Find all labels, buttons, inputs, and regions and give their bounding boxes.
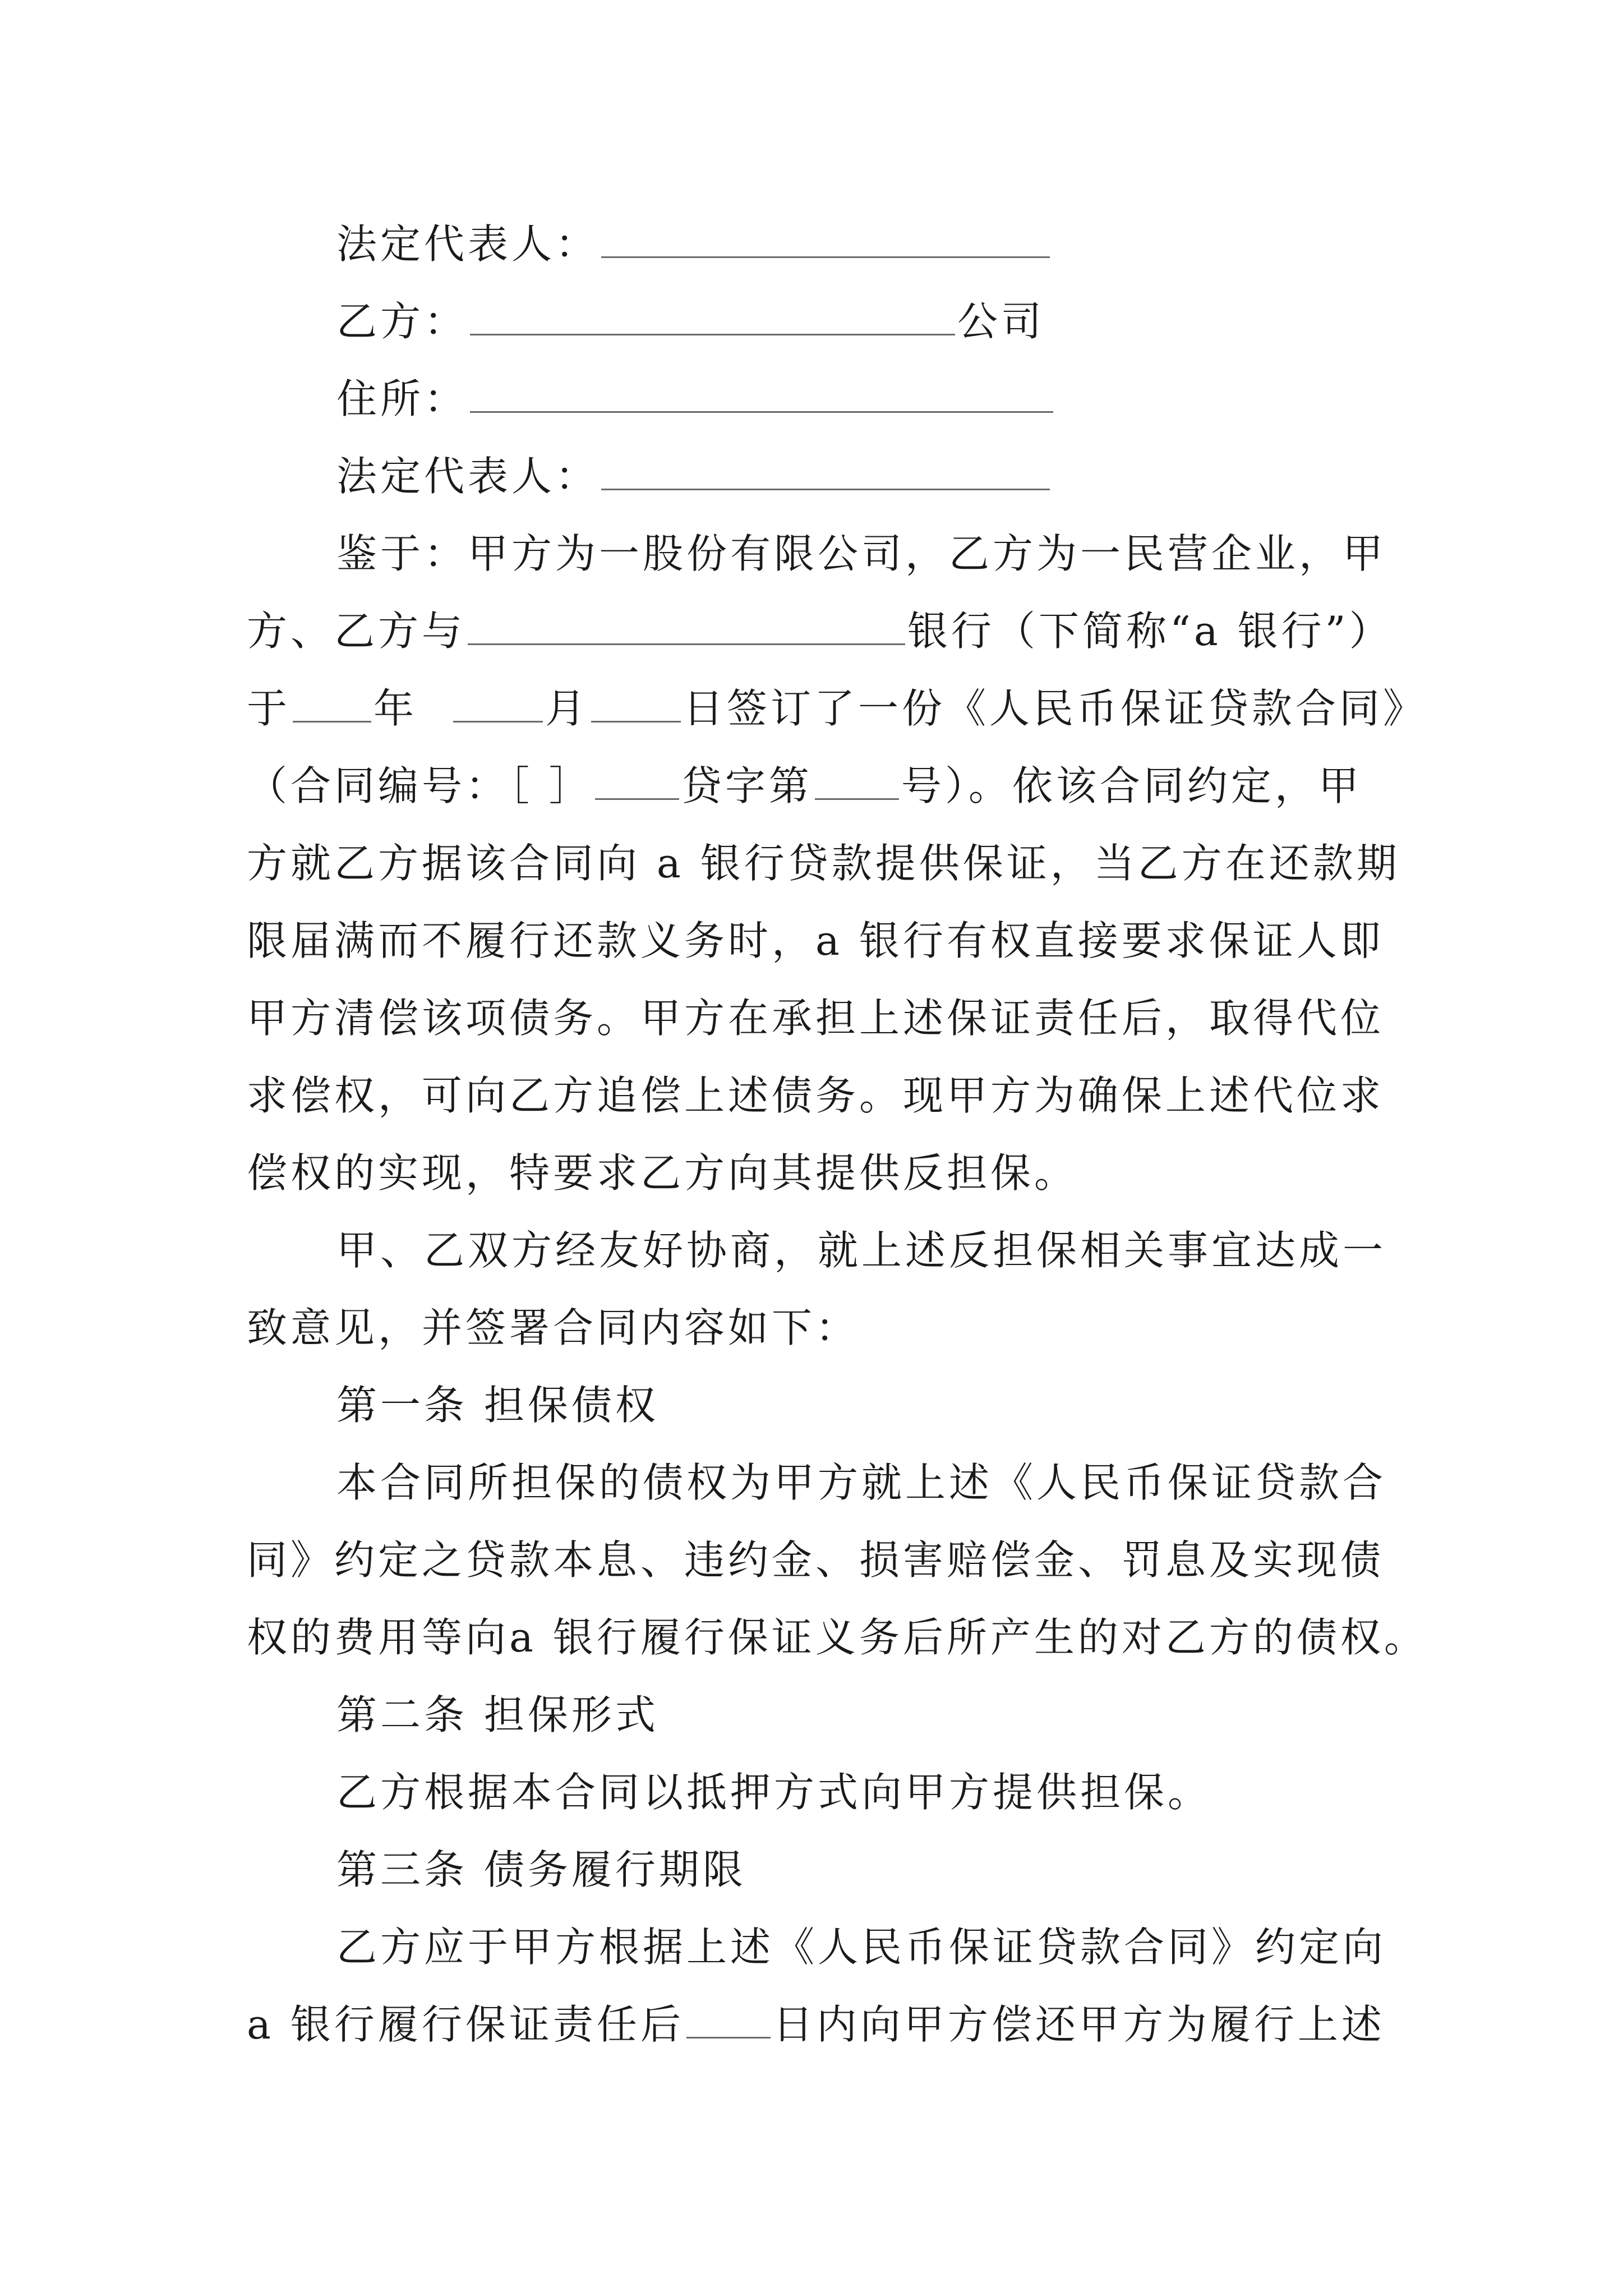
contract-no-blank-1 [595,765,679,800]
legal-rep-field-1 [336,213,1052,275]
day-blank [591,687,681,723]
recital-text: （合同编号：［ ］ [247,762,593,809]
recital-text: 于 [247,685,291,732]
recital-text: 年 [374,685,418,732]
article-3-title: 第三条 债务履行期限 [336,1846,746,1893]
agreement-line-2: 致意见，并签署合同内容如下： [247,1304,860,1351]
contract-no-blank-2 [815,765,899,800]
article-2-title: 第二条 担保形式 [336,1691,659,1738]
legal-rep-label: 法定代表人： [336,220,600,268]
article-2-line-1: 乙方根据本合同以抵押方式向甲方提供担保。 [336,1769,1212,1816]
recital-line-5: 方就乙方据该合同向 a 银行贷款提供保证，当乙方在还款期 [247,840,1400,887]
year-blank [293,687,371,723]
recital-line-2 [247,600,1393,662]
legal-rep-blank [601,223,1050,258]
legal-rep-field-2 [336,445,1052,507]
recital-line-6: 限届满而不履行还款义务时，a 银行有权直接要求保证人即 [247,917,1384,964]
legal-rep-label-2: 法定代表人： [336,453,600,500]
recital-text: 月 [545,685,589,732]
recital-text: 方、乙方与 [247,608,466,655]
recital-text: 银行（下简称“a 银行”） [907,608,1393,655]
article-1-line-2: 同》约定之贷款本息、违约金、损害赔偿金、罚息及实现债 [247,1536,1385,1584]
recital-line-7: 甲方清偿该项债务。甲方在承担上述保证责任后，取得代位 [247,995,1385,1042]
legal-rep-blank-2 [601,455,1050,490]
address-field [336,368,1055,430]
recital-line-3 [247,678,1427,739]
recital-text: 日签订了一份《人民币保证贷款合同》 [683,685,1427,732]
recital-text: 贷字第 [681,762,813,809]
article-1-title: 第一条 担保债权 [336,1382,659,1429]
article-3-text: a 银行履行保证责任后 [247,2001,684,2048]
party-b-blank [470,300,955,335]
recital-line-9: 偿权的实现，特要求乙方向其提供反担保。 [247,1149,1078,1197]
party-b-label: 乙方： [336,298,468,345]
days-blank [686,2003,771,2039]
article-3-line-2 [247,1994,1385,2055]
bank-name-blank [468,610,905,645]
party-b-field [336,291,1045,352]
article-3-line-1: 乙方应于甲方根据上述《人民币保证贷款合同》约定向 [336,1924,1387,1971]
recital-line-8: 求偿权，可向乙方追偿上述债务。现甲方为确保上述代位求 [247,1072,1385,1119]
month-blank [453,687,543,723]
party-b-suffix: 公司 [957,298,1045,345]
article-1-line-1: 本合同所担保的债权为甲方就上述《人民币保证贷款合 [336,1459,1387,1506]
recital-line-4 [247,755,1362,817]
article-1-line-3: 权的费用等向a 银行履行保证义务后所产生的对乙方的债权。 [247,1614,1428,1661]
recital-text: 号）。依该合同约定，甲 [901,762,1362,809]
agreement-line-1: 甲、乙双方经友好协商，就上述反担保相关事宜达成一 [336,1227,1387,1274]
recital-line-1: 鉴于：甲方为一股份有限公司，乙方为一民营企业，甲 [336,530,1387,577]
address-blank [470,378,1053,413]
address-label: 住所： [336,375,468,422]
article-3-text: 日内向甲方偿还甲方为履行上述 [772,2001,1385,2048]
